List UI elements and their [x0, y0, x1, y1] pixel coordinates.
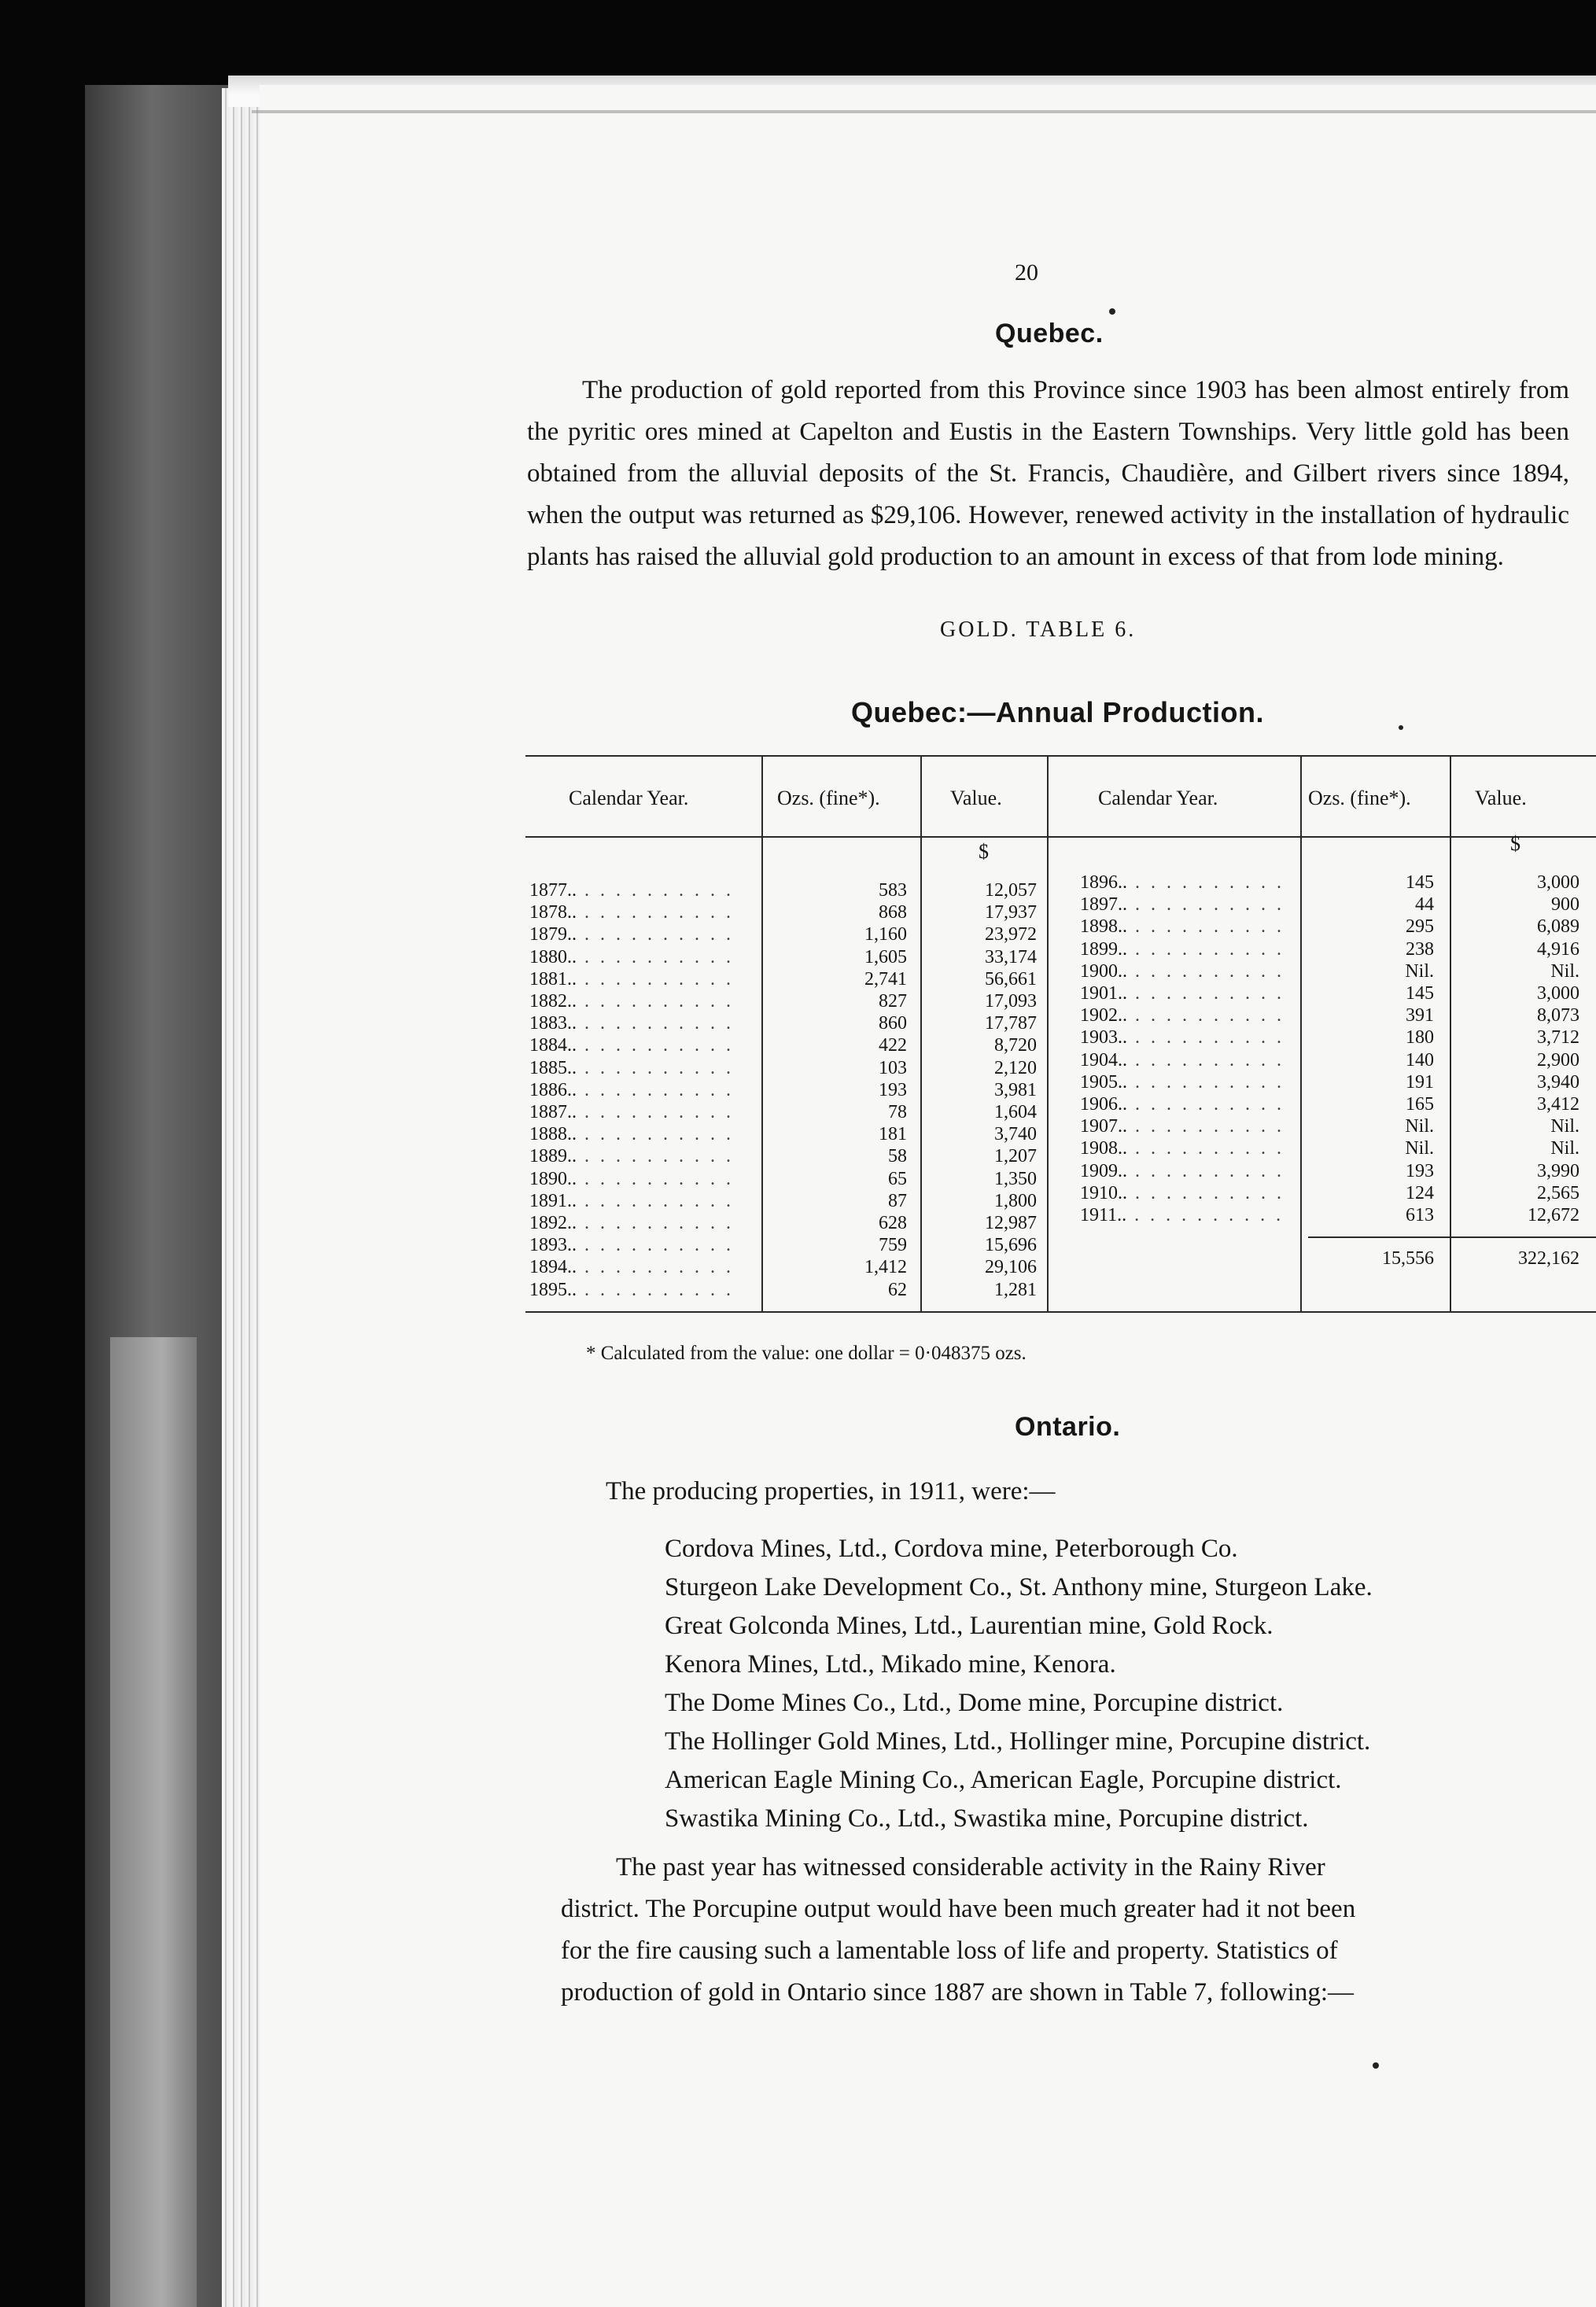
left-values-cell: 23,972 [985, 924, 1037, 945]
left-values-column [927, 879, 1037, 1301]
left-years-cell: 1878.. . . . . . . . . . . [529, 902, 734, 923]
right-years-cell: 1899.. . . . . . . . . . . [1080, 938, 1285, 960]
leader-dots: . . . . . . . . . . [1127, 1027, 1285, 1048]
currency-symbol-right: $ [1510, 832, 1520, 855]
table-col-divider [761, 757, 763, 1311]
leader-dots: . . . . . . . . . . [577, 1257, 734, 1278]
leader-dots: . . . . . . . . . . [1127, 894, 1285, 916]
leader-dots: . . . . . . . . . . [1127, 938, 1285, 960]
header-calendar-year-left: Calendar Year. [569, 787, 689, 809]
left-ozs-cell: 181 [879, 1124, 907, 1145]
table-bottom-rule [525, 1311, 1596, 1313]
left-ozs-cell: 827 [879, 991, 907, 1012]
left-values-cell: 3,740 [994, 1124, 1037, 1145]
right-ozs-column [1304, 872, 1434, 1226]
leader-dots: . . . . . . . . . . [577, 1057, 734, 1078]
right-ozs-cell: Nil. [1405, 960, 1434, 982]
left-ozs-column [765, 879, 907, 1301]
ontario-properties-item: Kenora Mines, Ltd., Mikado mine, Kenora. [665, 1650, 1116, 1679]
left-years-cell: 1877.. . . . . . . . . . . [529, 880, 734, 901]
print-speck [1399, 725, 1403, 730]
left-years-cell: 1891.. . . . . . . . . . . [529, 1190, 734, 1211]
leader-dots: . . . . . . . . . . [577, 1013, 734, 1034]
right-years-cell: 1908.. . . . . . . . . . . [1080, 1138, 1285, 1159]
production-table [525, 755, 1596, 1337]
left-ozs-cell: 62 [888, 1279, 907, 1300]
right-values-cell: Nil. [1550, 1116, 1579, 1137]
ontario-properties-item: American Eagle Mining Co., American Eagle, Porcupine district. [665, 1766, 1342, 1794]
right-values-cell: 3,412 [1537, 1094, 1579, 1115]
left-years-cell: 1889.. . . . . . . . . . . [529, 1146, 734, 1167]
left-values-cell: 3,981 [994, 1079, 1037, 1100]
leader-dots: . . . . . . . . . . [577, 1279, 734, 1300]
left-ozs-cell: 87 [888, 1190, 907, 1211]
total-ozs: 15,556 [1382, 1248, 1434, 1269]
right-years-cell: 1903.. . . . . . . . . . . [1080, 1027, 1285, 1048]
right-ozs-cell: 140 [1406, 1049, 1434, 1071]
left-years-cell: 1881.. . . . . . . . . . . [529, 968, 734, 990]
ontario-properties-list [665, 1530, 1373, 1838]
left-ozs-cell: 193 [879, 1079, 907, 1100]
left-values-cell: 17,787 [985, 1013, 1037, 1034]
left-ozs-cell: 103 [879, 1057, 907, 1078]
right-values-cell: 2,565 [1537, 1182, 1579, 1203]
left-years-cell: 1886.. . . . . . . . . . . [529, 1079, 734, 1100]
right-values-cell: Nil. [1550, 1138, 1579, 1159]
left-values-cell: 1,800 [994, 1190, 1037, 1211]
table-title: Quebec:—Annual Production. [851, 696, 1265, 728]
left-ozs-cell: 78 [888, 1102, 907, 1123]
right-years-cell: 1902.. . . . . . . . . . . [1080, 1005, 1285, 1026]
left-ozs-cell: 1,412 [864, 1257, 907, 1278]
right-ozs-cell: 180 [1406, 1027, 1434, 1048]
ontario-intro: The producing properties, in 1911, were:— [606, 1477, 1056, 1505]
leader-dots: . . . . . . . . . . [577, 1035, 734, 1056]
right-years-cell: 1907.. . . . . . . . . . . [1080, 1116, 1285, 1137]
left-years-cell: 1893.. . . . . . . . . . . [529, 1235, 734, 1256]
leader-dots: . . . . . . . . . . [1127, 1138, 1285, 1159]
right-ozs-cell: 145 [1406, 983, 1434, 1004]
table-col-divider [1047, 757, 1049, 1311]
left-years-cell: 1887.. . . . . . . . . . . [529, 1102, 734, 1123]
ontario-properties-item: Swastika Mining Co., Ltd., Swastika mine, Porcupine district. [665, 1804, 1309, 1833]
right-years-cell: 1898.. . . . . . . . . . . [1080, 916, 1285, 938]
table-header-rule [525, 836, 1596, 838]
right-years-cell: 1911.. . . . . . . . . . . [1080, 1205, 1285, 1226]
leader-dots: . . . . . . . . . . [577, 968, 734, 990]
ontario-properties-item: The Dome Mines Co., Ltd., Dome mine, Porcupine district. [665, 1689, 1284, 1717]
leader-dots: . . . . . . . . . . [577, 991, 734, 1012]
right-ozs-cell: 165 [1406, 1094, 1434, 1115]
leader-dots: . . . . . . . . . . [1127, 1182, 1285, 1203]
right-values-cell: Nil. [1550, 960, 1579, 982]
left-values-cell: 1,350 [994, 1168, 1037, 1189]
leader-dots: . . . . . . . . . . [577, 1102, 734, 1123]
leader-dots: . . . . . . . . . . [577, 946, 734, 967]
left-years-cell: 1882.. . . . . . . . . . . [529, 991, 734, 1012]
right-values-cell: 3,712 [1537, 1027, 1579, 1048]
leader-dots: . . . . . . . . . . [577, 1146, 734, 1167]
leader-dots: . . . . . . . . . . [577, 1213, 734, 1234]
left-ozs-cell: 583 [879, 880, 907, 901]
right-ozs-cell: 613 [1406, 1205, 1434, 1226]
right-years-cell: 1906.. . . . . . . . . . . [1080, 1094, 1285, 1115]
right-years-cell: 1905.. . . . . . . . . . . [1080, 1071, 1285, 1093]
table-col-divider [1300, 757, 1302, 1311]
left-values-cell: 2,120 [994, 1057, 1037, 1078]
ontario-properties-item: Cordova Mines, Ltd., Cordova mine, Peterborough Co. [665, 1535, 1238, 1563]
right-years-column [1080, 872, 1292, 1226]
right-ozs-cell: 193 [1406, 1160, 1434, 1181]
right-ozs-cell: 124 [1406, 1182, 1434, 1203]
leader-dots: . . . . . . . . . . [577, 880, 734, 901]
print-speck [1373, 2062, 1379, 2069]
leader-dots: . . . . . . . . . . [1127, 1071, 1285, 1093]
left-ozs-cell: 58 [888, 1146, 907, 1167]
left-values-cell: 56,661 [985, 968, 1037, 990]
quebec-heading: Quebec. [995, 319, 1104, 348]
right-ozs-cell: 44 [1415, 894, 1434, 916]
leader-dots: . . . . . . . . . . [1127, 872, 1285, 893]
left-ozs-cell: 1,160 [864, 924, 907, 945]
left-years-cell: 1879.. . . . . . . . . . . [529, 924, 734, 945]
right-values-cell: 8,073 [1537, 1005, 1579, 1026]
left-years-cell: 1880.. . . . . . . . . . . [529, 946, 734, 967]
right-values-cell: 6,089 [1537, 916, 1579, 938]
left-ozs-cell: 628 [879, 1213, 907, 1234]
left-years-cell: 1890.. . . . . . . . . . . [529, 1168, 734, 1189]
left-values-cell: 1,604 [994, 1102, 1037, 1123]
left-years-cell: 1883.. . . . . . . . . . . [529, 1013, 734, 1034]
table-col-divider [1450, 757, 1451, 1311]
table-top-rule [525, 755, 1596, 757]
right-ozs-cell: 391 [1406, 1005, 1434, 1026]
currency-symbol-left: $ [979, 840, 989, 863]
left-ozs-cell: 1,605 [864, 946, 907, 967]
ontario-paragraph [561, 1847, 1596, 2014]
total-value: 322,162 [1518, 1248, 1579, 1269]
header-value-left: Value. [950, 787, 1002, 809]
right-years-cell: 1901.. . . . . . . . . . . [1080, 983, 1285, 1004]
header-ozs-right: Ozs. (fine*). [1308, 787, 1411, 809]
left-values-cell: 29,106 [985, 1257, 1037, 1278]
header-value-right: Value. [1475, 787, 1527, 809]
left-years-column [529, 879, 757, 1301]
right-years-cell: 1896.. . . . . . . . . . . [1080, 872, 1285, 893]
leader-dots: . . . . . . . . . . [577, 1124, 734, 1145]
leader-dots: . . . . . . . . . . [1126, 1205, 1285, 1226]
right-years-cell: 1900.. . . . . . . . . . . [1080, 960, 1285, 982]
ontario-properties-item: Sturgeon Lake Development Co., St. Anthony mine, Sturgeon Lake. [665, 1573, 1373, 1601]
left-values-cell: 1,281 [994, 1279, 1037, 1300]
left-ozs-cell: 2,741 [864, 968, 907, 990]
right-values-cell: 12,672 [1528, 1205, 1579, 1226]
leader-dots: . . . . . . . . . . [1127, 916, 1285, 938]
right-values-cell: 900 [1551, 894, 1579, 916]
right-ozs-cell: 191 [1406, 1071, 1434, 1093]
right-ozs-cell: Nil. [1405, 1138, 1434, 1159]
leader-dots: . . . . . . . . . . [1127, 1049, 1285, 1071]
quebec-paragraph: The production of gold reported from this Province since 1903 has been almost entirely from the pyritic ores mined at Capelton and Eustis in the Eastern Townships. Very little gold has been obtained from the alluvial deposits of the St. Francis, Chaudière, and Gilbert rivers since 1894, when the output was returned as $29,106. However, renewed activity in the installation of hydraulic plants has raised the alluvial gold production to an amount in excess of that from lode mining. [527, 376, 1569, 571]
right-years-cell: 1897.. . . . . . . . . . . [1080, 894, 1285, 916]
right-values-cell: 3,940 [1537, 1071, 1579, 1093]
right-values-cell: 3,990 [1537, 1160, 1579, 1181]
right-ozs-cell: 295 [1406, 916, 1434, 938]
right-values-column [1454, 872, 1579, 1226]
table-label: GOLD. TABLE 6. [940, 617, 1137, 642]
leader-dots: . . . . . . . . . . [577, 1168, 734, 1189]
ontario-paragraph-line: district. The Porcupine output would have been much greater had it not been [561, 1895, 1356, 1923]
header-ozs-left: Ozs. (fine*). [777, 787, 880, 809]
left-ozs-cell: 860 [879, 1013, 907, 1034]
page-number: 20 [1015, 260, 1038, 286]
table-col-divider [920, 757, 922, 1311]
leader-dots: . . . . . . . . . . [577, 1079, 734, 1100]
leader-dots: . . . . . . . . . . [1127, 1005, 1285, 1026]
ontario-paragraph-line: for the fire causing such a lamentable loss of life and property. Statistics of [561, 1937, 1338, 1965]
leader-dots: . . . . . . . . . . [1127, 1116, 1285, 1137]
right-values-cell: 4,916 [1537, 938, 1579, 960]
leader-dots: . . . . . . . . . . [1127, 1160, 1285, 1181]
leader-dots: . . . . . . . . . . [577, 902, 734, 923]
left-values-cell: 8,720 [994, 1035, 1037, 1056]
left-ozs-cell: 65 [888, 1168, 907, 1189]
left-values-cell: 17,937 [985, 902, 1037, 923]
right-ozs-cell: 238 [1406, 938, 1434, 960]
leader-dots: . . . . . . . . . . [1127, 960, 1285, 982]
left-ozs-cell: 759 [879, 1235, 907, 1256]
left-years-cell: 1895.. . . . . . . . . . . [529, 1279, 734, 1300]
ontario-paragraph-line: The past year has witnessed considerable activity in the Rainy River [616, 1853, 1325, 1881]
ontario-paragraph-line: production of gold in Ontario since 1887 are shown in Table 7, following:— [561, 1978, 1354, 2007]
left-years-cell: 1888.. . . . . . . . . . . [529, 1124, 734, 1145]
leader-dots: . . . . . . . . . . [577, 1235, 734, 1256]
right-years-cell: 1904.. . . . . . . . . . . [1080, 1049, 1285, 1071]
left-years-cell: 1894.. . . . . . . . . . . [529, 1257, 734, 1278]
left-years-cell: 1884.. . . . . . . . . . . [529, 1035, 734, 1056]
right-years-cell: 1910.. . . . . . . . . . . [1080, 1182, 1285, 1203]
right-years-cell: 1909.. . . . . . . . . . . [1080, 1160, 1285, 1181]
leader-dots: . . . . . . . . . . [1127, 983, 1285, 1004]
right-ozs-cell: 145 [1406, 872, 1434, 893]
left-values-cell: 15,696 [985, 1235, 1037, 1256]
left-years-cell: 1892.. . . . . . . . . . . [529, 1213, 734, 1234]
ontario-properties-item: Great Golconda Mines, Ltd., Laurentian mine, Gold Rock. [665, 1612, 1273, 1640]
book-spine-highlight [110, 1337, 197, 2307]
right-values-cell: 3,000 [1537, 872, 1579, 893]
left-values-cell: 12,057 [985, 880, 1037, 901]
leader-dots: . . . . . . . . . . [577, 1190, 734, 1211]
right-values-cell: 3,000 [1537, 983, 1579, 1004]
table-footnote: * Calculated from the value: one dollar = 0·048375 ozs. [586, 1343, 1027, 1364]
header-calendar-year-right: Calendar Year. [1098, 787, 1218, 809]
left-ozs-cell: 868 [879, 902, 907, 923]
left-values-cell: 33,174 [985, 946, 1037, 967]
left-values-cell: 12,987 [985, 1213, 1037, 1234]
table-total-rule [1308, 1236, 1596, 1238]
leader-dots: . . . . . . . . . . [1127, 1094, 1285, 1115]
right-ozs-cell: Nil. [1405, 1116, 1434, 1137]
ontario-heading: Ontario. [1015, 1412, 1121, 1442]
right-values-cell: 2,900 [1537, 1049, 1579, 1071]
page-top-rule [252, 110, 1596, 113]
left-values-cell: 1,207 [994, 1146, 1037, 1167]
leader-dots: . . . . . . . . . . [577, 924, 734, 945]
left-years-cell: 1885.. . . . . . . . . . . [529, 1057, 734, 1078]
left-ozs-cell: 422 [879, 1035, 907, 1056]
print-speck [1109, 308, 1115, 315]
left-values-cell: 17,093 [985, 991, 1037, 1012]
ontario-properties-item: The Hollinger Gold Mines, Ltd., Hollinger mine, Porcupine district. [665, 1727, 1371, 1756]
